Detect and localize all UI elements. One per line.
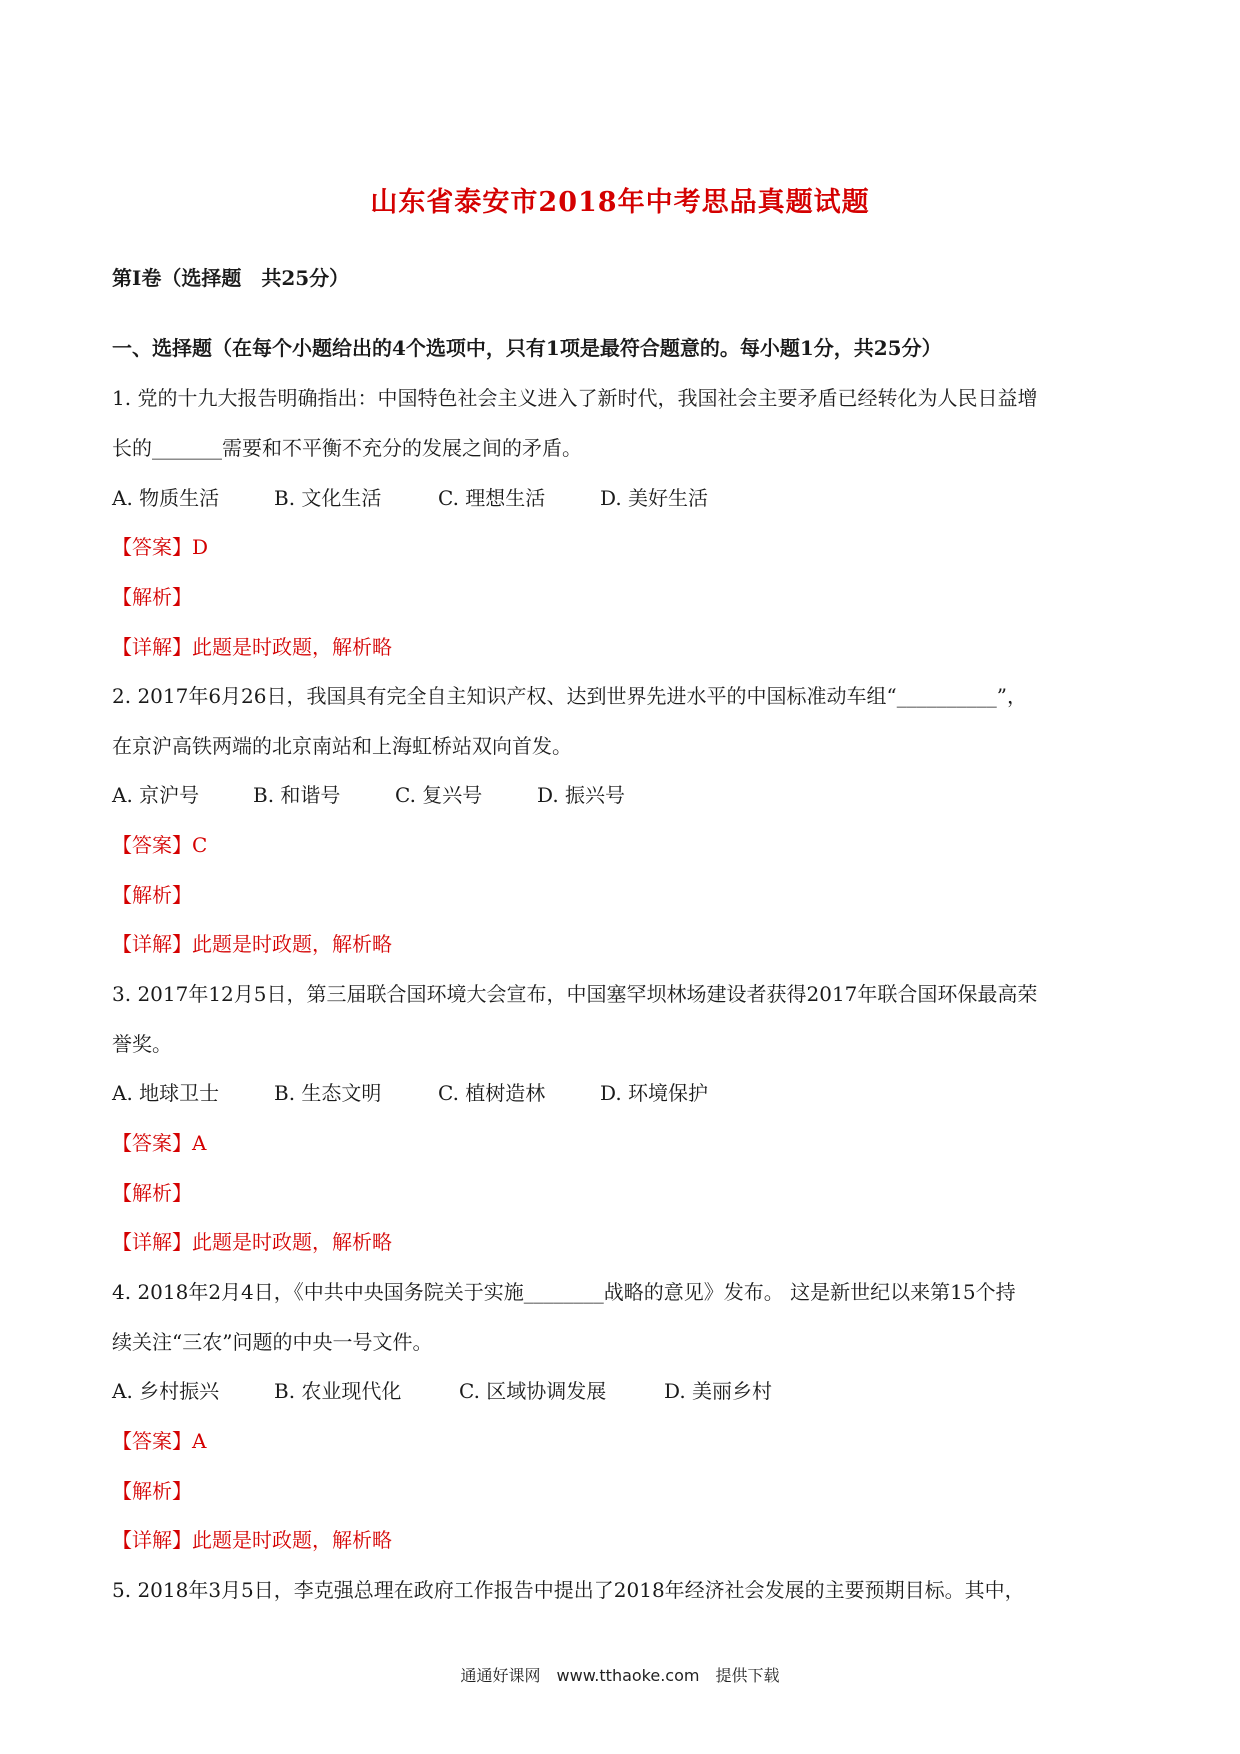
question-1-detail: 【详解】此题是时政题，解析略 [112, 635, 392, 659]
question-4-option-c: C. 区域协调发展 [459, 1379, 607, 1403]
document-title: 山东省泰安市2018年中考思品真题试题 [370, 187, 870, 218]
question-3-option-d: D. 环境保护 [600, 1081, 709, 1105]
page-footer: 通通好课网 www.tthaoke.com 提供下载 [460, 1666, 780, 1685]
question-4-detail: 【详解】此题是时政题，解析略 [112, 1528, 392, 1552]
section-header: 第Ⅰ卷（选择题 共25分） [112, 266, 350, 290]
instruction: 一、选择题（在每个小题给出的4个选项中，只有1项是最符合题意的。每小题1分，共25分） [112, 336, 942, 360]
question-3-option-b: B. 生态文明 [274, 1081, 382, 1105]
question-2-option-d: D. 振兴号 [537, 783, 626, 807]
question-3-option-c: C. 植树造林 [438, 1081, 546, 1105]
question-3-detail: 【详解】此题是时政题，解析略 [112, 1230, 392, 1254]
question-2-detail: 【详解】此题是时政题，解析略 [112, 932, 392, 956]
question-4-option-d: D. 美丽乡村 [664, 1379, 773, 1403]
question-1-option-b: B. 文化生活 [274, 486, 382, 510]
question-2-line-1: 2. 2017年6月26日，我国具有完全自主知识产权、达到世界先进水平的中国标准动车组“__________”， [112, 684, 1027, 708]
question-4-answer: 【答案】A [112, 1429, 207, 1453]
question-1-line-2: 长的_______需要和不平衡不充分的发展之间的矛盾。 [112, 436, 582, 460]
question-1-answer: 【答案】D [112, 535, 209, 559]
question-2-option-b: B. 和谐号 [253, 783, 341, 807]
question-2-line-2: 在京沪高铁两端的北京南站和上海虹桥站双向首发。 [112, 734, 572, 758]
question-2-answer: 【答案】C [112, 833, 208, 857]
question-2-option-c: C. 复兴号 [395, 783, 483, 807]
question-1-option-d: D. 美好生活 [600, 486, 709, 510]
question-4-line-2: 续关注“三农”问题的中央一号文件。 [112, 1330, 433, 1354]
question-1-line-1: 1. 党的十九大报告明确指出：中国特色社会主义进入了新时代，我国社会主要矛盾已经转化为人民日益增 [112, 386, 1038, 410]
question-3-line-1: 3. 2017年12月5日，第三届联合国环境大会宣布，中国塞罕坝林场建设者获得2017年联合国环保最高荣 [112, 982, 1038, 1006]
question-2-option-a: A. 京沪号 [112, 783, 200, 807]
question-4-option-b: B. 农业现代化 [274, 1379, 402, 1403]
question-4-line-1: 4. 2018年2月4日，《中共中央国务院关于实施________战略的意见》发布。 这是新世纪以来第15个持 [112, 1280, 1016, 1304]
question-1-analysis: 【解析】 [112, 585, 192, 609]
question-4-option-a: A. 乡村振兴 [112, 1379, 220, 1403]
question-2-analysis: 【解析】 [112, 883, 192, 907]
question-1-option-a: A. 物质生活 [112, 486, 220, 510]
question-3-answer: 【答案】A [112, 1131, 207, 1155]
question-3-line-2: 誉奖。 [112, 1032, 172, 1056]
question-3-option-a: A. 地球卫士 [112, 1081, 220, 1105]
question-3-analysis: 【解析】 [112, 1181, 192, 1205]
question-4-analysis: 【解析】 [112, 1479, 192, 1503]
question-1-option-c: C. 理想生活 [438, 486, 546, 510]
question-5-line-1: 5. 2018年3月5日，李克强总理在政府工作报告中提出了2018年经济社会发展的主要预期目标。其中， [112, 1578, 1025, 1602]
